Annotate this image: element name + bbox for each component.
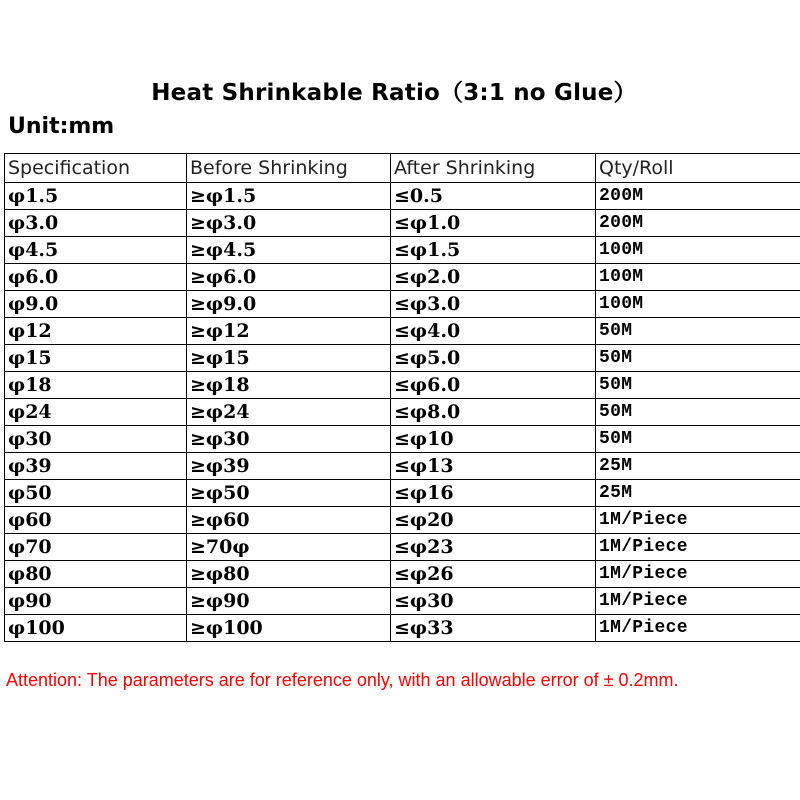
- cell-specification: φ4.5: [5, 237, 187, 264]
- cell-qty-roll: 50M: [596, 426, 800, 453]
- table-row: [5, 453, 800, 480]
- cell-qty-roll: 1M/Piece: [596, 534, 800, 561]
- cell-after-shrinking: ≤φ26: [391, 561, 596, 588]
- cell-before-shrinking: ≥φ50: [187, 480, 391, 507]
- cell-specification: φ30: [5, 426, 187, 453]
- cell-specification: φ70: [5, 534, 187, 561]
- cell-specification: φ6.0: [5, 264, 187, 291]
- cell-after-shrinking: ≤φ8.0: [391, 399, 596, 426]
- cell-qty-roll: 50M: [596, 399, 800, 426]
- cell-after-shrinking: ≤φ1.0: [391, 210, 596, 237]
- cell-after-shrinking: ≤0.5: [391, 183, 596, 210]
- cell-qty-roll: 200M: [596, 210, 800, 237]
- cell-after-shrinking: ≤φ4.0: [391, 318, 596, 345]
- cell-after-shrinking: ≤φ6.0: [391, 372, 596, 399]
- cell-before-shrinking: ≥φ4.5: [187, 237, 391, 264]
- cell-qty-roll: 100M: [596, 237, 800, 264]
- cell-before-shrinking: ≥φ60: [187, 507, 391, 534]
- table-row: [5, 183, 800, 210]
- table-row: [5, 588, 800, 615]
- table-row: [5, 615, 800, 642]
- cell-qty-roll: 1M/Piece: [596, 561, 800, 588]
- cell-before-shrinking: ≥φ24: [187, 399, 391, 426]
- table-row: [5, 345, 800, 372]
- table-row: [5, 210, 800, 237]
- cell-after-shrinking: ≤φ30: [391, 588, 596, 615]
- cell-qty-roll: 1M/Piece: [596, 507, 800, 534]
- cell-qty-roll: 1M/Piece: [596, 615, 800, 642]
- cell-specification: φ15: [5, 345, 187, 372]
- table-row: [5, 426, 800, 453]
- table-row: [5, 318, 800, 345]
- cell-specification: φ9.0: [5, 291, 187, 318]
- cell-specification: φ1.5: [5, 183, 187, 210]
- cell-specification: φ60: [5, 507, 187, 534]
- cell-qty-roll: 25M: [596, 480, 800, 507]
- cell-after-shrinking: ≤φ1.5: [391, 237, 596, 264]
- cell-before-shrinking: ≥φ1.5: [187, 183, 391, 210]
- page-title: Heat Shrinkable Ratio（3:1 no Glue）: [151, 80, 637, 106]
- table-row: [5, 507, 800, 534]
- cell-after-shrinking: ≤φ20: [391, 507, 596, 534]
- cell-specification: φ90: [5, 588, 187, 615]
- table-row: [5, 561, 800, 588]
- table-row: [5, 291, 800, 318]
- cell-before-shrinking: ≥φ15: [187, 345, 391, 372]
- cell-qty-roll: 100M: [596, 264, 800, 291]
- cell-before-shrinking: ≥φ100: [187, 615, 391, 642]
- header-specification: Specification: [5, 154, 187, 183]
- table-row: [5, 534, 800, 561]
- cell-specification: φ50: [5, 480, 187, 507]
- cell-qty-roll: 25M: [596, 453, 800, 480]
- header-after-shrinking: After Shrinking: [391, 154, 596, 183]
- cell-after-shrinking: ≤φ2.0: [391, 264, 596, 291]
- cell-before-shrinking: ≥70φ: [187, 534, 391, 561]
- table-row: [5, 480, 800, 507]
- table-body: [5, 183, 800, 642]
- cell-before-shrinking: ≥φ9.0: [187, 291, 391, 318]
- unit-label: Unit:mm: [8, 114, 115, 139]
- cell-specification: φ100: [5, 615, 187, 642]
- cell-after-shrinking: ≤φ5.0: [391, 345, 596, 372]
- header-before-shrinking: Before Shrinking: [187, 154, 391, 183]
- cell-before-shrinking: ≥φ80: [187, 561, 391, 588]
- cell-after-shrinking: ≤φ10: [391, 426, 596, 453]
- cell-before-shrinking: ≥φ3.0: [187, 210, 391, 237]
- cell-before-shrinking: ≥φ18: [187, 372, 391, 399]
- cell-after-shrinking: ≤φ16: [391, 480, 596, 507]
- cell-before-shrinking: ≥φ12: [187, 318, 391, 345]
- cell-specification: φ80: [5, 561, 187, 588]
- attention-note: Attention: The parameters are for reference only, with an allowable error of ± 0.2mm.: [6, 670, 679, 690]
- cell-before-shrinking: ≥φ30: [187, 426, 391, 453]
- table-row: [5, 264, 800, 291]
- cell-qty-roll: 1M/Piece: [596, 588, 800, 615]
- cell-qty-roll: 50M: [596, 318, 800, 345]
- cell-after-shrinking: ≤φ23: [391, 534, 596, 561]
- cell-qty-roll: 200M: [596, 183, 800, 210]
- cell-qty-roll: 100M: [596, 291, 800, 318]
- cell-specification: φ24: [5, 399, 187, 426]
- header-qty-roll: Qty/Roll: [596, 154, 800, 183]
- cell-before-shrinking: ≥φ39: [187, 453, 391, 480]
- table-row: [5, 237, 800, 264]
- table-row: [5, 399, 800, 426]
- specification-table: [4, 153, 800, 642]
- cell-before-shrinking: ≥φ90: [187, 588, 391, 615]
- cell-specification: φ39: [5, 453, 187, 480]
- cell-specification: φ18: [5, 372, 187, 399]
- cell-after-shrinking: ≤φ33: [391, 615, 596, 642]
- cell-before-shrinking: ≥φ6.0: [187, 264, 391, 291]
- cell-specification: φ12: [5, 318, 187, 345]
- cell-qty-roll: 50M: [596, 372, 800, 399]
- cell-specification: φ3.0: [5, 210, 187, 237]
- table-header-row: [5, 154, 800, 183]
- cell-qty-roll: 50M: [596, 345, 800, 372]
- cell-after-shrinking: ≤φ13: [391, 453, 596, 480]
- cell-after-shrinking: ≤φ3.0: [391, 291, 596, 318]
- table-row: [5, 372, 800, 399]
